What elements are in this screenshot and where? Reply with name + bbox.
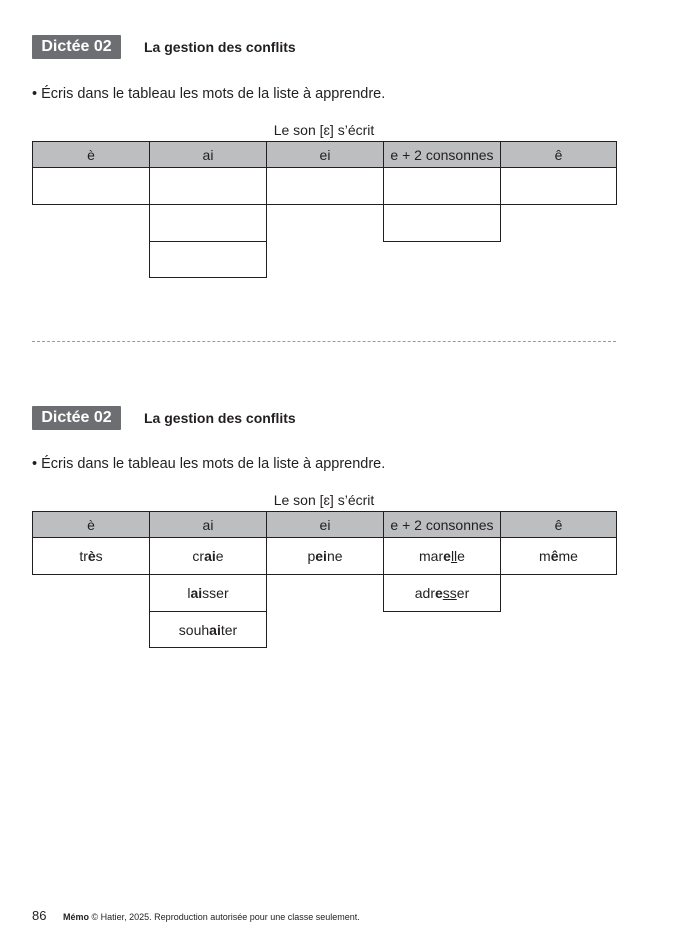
answer-cell-marelle [383, 537, 501, 575]
answer-cell-meme [500, 537, 617, 575]
answer-cell-laisser [149, 574, 267, 612]
page-number: 86 [32, 908, 47, 923]
exercise-blank-cell[interactable] [383, 167, 501, 205]
exercise-table-caption: Le son [ɛ] s’écrit [273, 122, 375, 138]
answer-cell-peine [266, 537, 384, 575]
answer-table-caption: Le son [ɛ] s’écrit [273, 492, 375, 508]
word-laisser: laisser [187, 585, 229, 601]
word-peine: peine [307, 548, 343, 564]
word-tres: très [79, 548, 103, 564]
exercise-blank-cell[interactable] [32, 167, 150, 205]
exercise-blank-cell[interactable] [149, 241, 267, 278]
answer-header-e-double-consonant: e + 2 consonnes [383, 511, 501, 538]
answer-cell-adresser [383, 574, 501, 612]
exercise-header-ei: ei [266, 141, 384, 168]
cut-line-divider [32, 341, 616, 342]
exercise-header-e-circumflex: ê [500, 141, 617, 168]
exercise-title: La gestion des conflits [144, 39, 296, 55]
exercise-blank-cell[interactable] [149, 204, 267, 242]
answer-header-ei: ei [266, 511, 384, 538]
exercise-instruction: • Écris dans le tableau les mots de la liste à apprendre. [32, 86, 386, 102]
word-meme: même [539, 548, 578, 564]
answer-instruction: • Écris dans le tableau les mots de la liste à apprendre. [32, 456, 386, 472]
answer-title: La gestion des conflits [144, 410, 296, 426]
answer-cell-souhaiter [149, 611, 267, 648]
answer-cell-tres [32, 537, 150, 575]
answer-header-e-grave: è [32, 511, 150, 538]
exercise-blank-cell[interactable] [266, 167, 384, 205]
word-marelle: marelle [419, 548, 465, 564]
exercise-header-e-grave: è [32, 141, 150, 168]
word-craie: craie [192, 548, 224, 564]
exercise-blank-cell[interactable] [383, 204, 501, 242]
answer-badge: Dictée 02 [32, 406, 121, 430]
exercise-header-e-double-consonant: e + 2 consonnes [383, 141, 501, 168]
exercise-header-ai: ai [149, 141, 267, 168]
answer-cell-craie [149, 537, 267, 575]
footer-brand: Mémo [62, 912, 89, 922]
page-footer [32, 907, 360, 926]
word-souhaiter: souhaiter [178, 621, 238, 638]
footer-copyright: © Hatier, 2025. Reproduction autorisée pour une classe seulement. [91, 912, 360, 922]
exercise-blank-cell[interactable] [149, 167, 267, 205]
exercise-blank-cell[interactable] [500, 167, 617, 205]
answer-header-e-circumflex: ê [500, 511, 617, 538]
answer-header-ai: ai [149, 511, 267, 538]
exercise-badge: Dictée 02 [32, 35, 121, 59]
word-adresser: adresser [414, 585, 470, 601]
